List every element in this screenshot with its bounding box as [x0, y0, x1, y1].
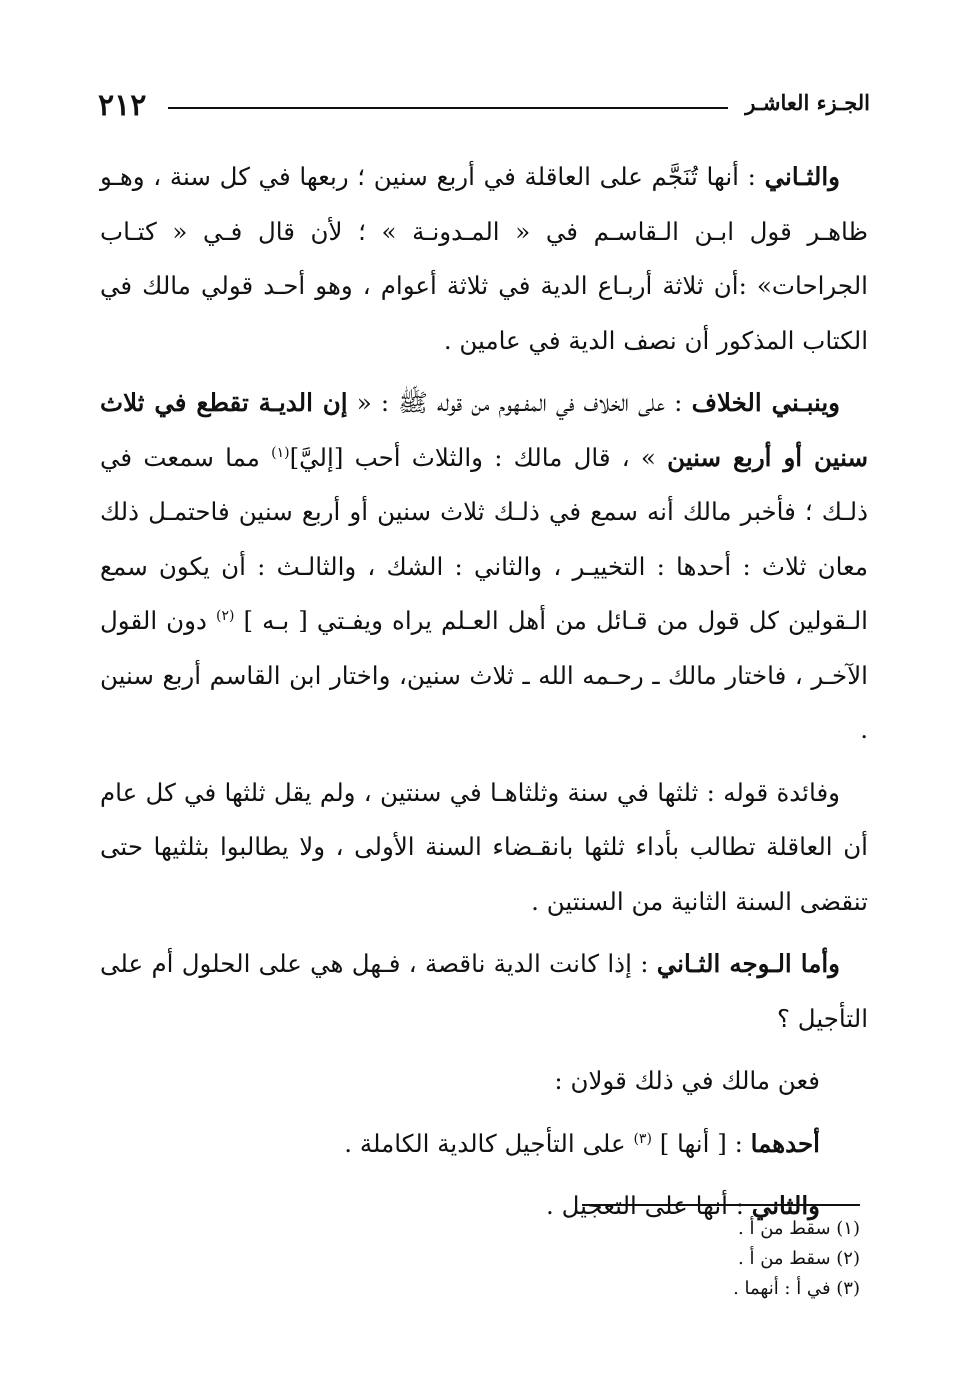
main-text — [100, 150, 868, 1242]
hadith-quote: إن الديـة تقطع في ثلاث سنين أو أربع سنين — [100, 388, 868, 472]
footnote-3: (٣) في أ : أنهما . — [733, 1278, 860, 1299]
paragraph-2 — [100, 376, 868, 758]
paragraph-text: مما سمعت في ذلـك ؛ فأخبر مالك أنه سمع في ذلـك ثلاث سنين أو أربع سنين فاحتمـل ذلك معان ثلاث : أحدها : التخييـر ، والثاني : الشك ، والثالـث : أن يكون سمع الـقولين كل قول من قـائل من أهل العـلم يراه ويفـتي [ بـه ] — [100, 442, 868, 635]
paragraph-text: على التأجيل كالدية الكاملة . — [344, 1128, 626, 1158]
paragraph-lead: أحدهما — [750, 1128, 820, 1158]
paragraph-5 — [100, 1054, 868, 1109]
paragraph-text: : أنها على التعجيل . — [546, 1191, 744, 1220]
paragraph-4 — [100, 937, 868, 1046]
paragraph-3 — [100, 766, 868, 930]
footnotes — [460, 1214, 860, 1304]
paragraph-1 — [100, 150, 868, 368]
footnote-ref-1[interactable]: (١) — [271, 444, 290, 461]
paragraph-text: » ، قال مالك : والثلاث أحب [إليَّ] — [289, 442, 656, 472]
paragraph-text: وفائدة قوله : ثلثها في سنة وثلثاهـا في سنتين ، ولم يقل ثلثها في كل عام أن العاقلة تطالب بأداء ثلثها بانقـضاء السنة الأولى ، ولا يطالبوا بثلثيها حتى تنقضى السنة الثانية من السنتين . — [100, 777, 868, 916]
footnote-ref-2[interactable]: (٢) — [215, 607, 235, 624]
paragraph-text: : [ أنها ] — [659, 1128, 743, 1158]
paragraph-lead: وأما الـوجه الثـاني — [656, 949, 841, 978]
running-head: الجـزء العاشـر — [745, 90, 870, 115]
page-header — [98, 86, 870, 126]
paragraph-lead: وينبـني الخلاف — [691, 388, 841, 417]
paragraph-lead: والثـاني — [764, 162, 840, 191]
page-number: ٢١٢ — [98, 88, 147, 123]
paragraph-text: : أنها تُنَجَّم على العاقلة في أربع سنين ؛ ربعها في كل سنة ، وهـو ظاهـر قول ابـن الـقاسـم في « المـدونـة » ؛ لأن قال فـي « كتـاب الجراحات» :أن ثلاثة أربـاع الدية في ثلاثة أعوام ، وهو أحـد قولي مالك في الكتاب المذكور أن نصف الدية في عامين . — [100, 162, 868, 355]
footnote-rule — [582, 1204, 860, 1206]
footnote-1: (١) سقط من أ . — [738, 1218, 860, 1239]
paragraph-6 — [100, 1117, 868, 1172]
paragraph-text: فعن مالك في ذلك قولان : — [554, 1066, 820, 1095]
header-rule — [168, 107, 728, 109]
footnote-2: (٢) سقط من أ . — [738, 1248, 860, 1269]
paragraph-text: دون القول الآخـر ، فاختار مالك ـ رحـمه الله ـ ثلاث سنين، واختار ابن القاسم أربع سنين . — [100, 606, 868, 744]
paragraph-text: : إذا كانت الدية ناقصة ، فـهل هي على الحلول أم على التأجيل ؟ — [100, 949, 868, 1033]
paragraph-lead: والثاني — [751, 1191, 820, 1220]
paragraph-text: : على الخلاف في المفـهوم من قوله ﷺ : « — [356, 388, 683, 417]
footnote-ref-3[interactable]: (٣) — [633, 1130, 652, 1147]
